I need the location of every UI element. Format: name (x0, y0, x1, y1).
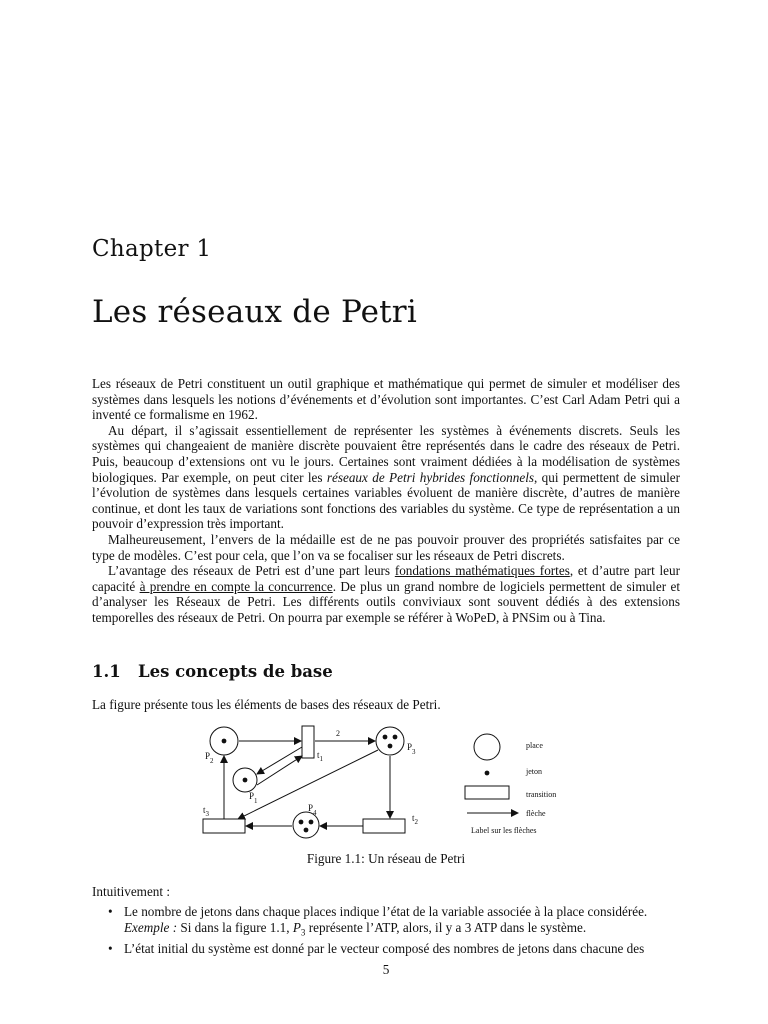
label-t1: $t_1$ (317, 750, 324, 763)
label-t2: $t_2$ (412, 813, 419, 826)
paragraph-3: Malheureusement, l’envers de la médaille est de ne pas pouvoir prouver des propriétés satisfaites par ce type de modèles. C’est pour cela, que l’on va se focaliser sur les réseaux de Petri discrets. (92, 531, 680, 563)
label-p1: $P_1$ (249, 791, 258, 805)
list-item (106, 941, 680, 957)
token (393, 735, 398, 740)
token (304, 828, 309, 833)
paragraph-2-emphasis: réseaux de Petri hybrides fonctionnels (326, 469, 534, 485)
page-number: 5 (382, 962, 390, 977)
legend-place-shape (474, 734, 500, 760)
intuitively-label: Intuitivement : (92, 884, 171, 899)
token (299, 820, 304, 825)
bullet-icon: • (108, 904, 113, 919)
label-p3: $P_3$ (407, 742, 416, 756)
transition-t1 (302, 726, 314, 758)
transition-t3 (203, 819, 245, 833)
figure-caption: Figure 1.1: Un réseau de Petri (306, 851, 466, 866)
example-label: Exemple : (124, 919, 178, 935)
figure-intro: La figure présente tous les éléments de bases des réseaux de Petri. (92, 697, 441, 712)
place-p3 (376, 727, 404, 755)
chapter-title: Les réseaux de Petri (92, 294, 417, 330)
paragraph-4-underline-2: à prendre en compte la concurrence (139, 578, 333, 594)
legend-place-label: place (526, 741, 543, 750)
chapter-label: Chapter 1 (92, 236, 212, 262)
paragraph-1: Les réseaux de Petri constituent un outil graphique et mathématique qui permet de simuler et modéliser des systèmes dans lesquels les notions d’événements et d’évolution sont importantes. C’est Carl Adam Petri qui a inventé ce formalisme en 1962. (92, 376, 680, 423)
legend-transition-label: transition (526, 790, 557, 799)
example-var: P (292, 919, 301, 935)
label-p2: $P_2$ (205, 751, 214, 765)
bullet-1-text: Le nombre de jetons dans chaque places indique l’état de la variable associée à la place considérée. (124, 904, 648, 919)
token (243, 778, 248, 783)
token (383, 735, 388, 740)
bullet-1-example (124, 920, 680, 941)
example-text-a: Si dans la figure 1.1, (177, 919, 293, 935)
example-var-sub: 3 (300, 927, 306, 938)
example-text-b: représente l’ATP, alors, il y a 3 ATP dans le système. (305, 919, 587, 935)
legend-token-shape (485, 771, 490, 776)
bullet-icon: • (108, 940, 113, 956)
legend-transition-shape (465, 786, 509, 799)
bullet-2-text: L’état initial du système est donné par le vecteur composé des nombres de jetons dans chacune des (124, 940, 645, 956)
bullet-list (106, 904, 680, 956)
label-p4: $P_4$ (308, 803, 317, 817)
legend-arrow-label: flèche (526, 809, 546, 818)
paragraph-4-underline-1: fondations mathématiques fortes (394, 563, 570, 579)
paragraph-4-text-b: , et d’autre part leur capacité (92, 563, 680, 594)
body-text (92, 376, 680, 626)
label-t3: $t_3$ (203, 805, 210, 818)
section-heading (92, 662, 333, 681)
paragraph-2-text-b: , qui permettent de simuler l’évolution de systèmes dans lesquels certaines variables évoluent de manière discrète, d’autres de manière continue, et dont les taux de variations sont fonctions des variables du système. Ce type de représentation a un pouvoir d’expression très important. (92, 469, 680, 532)
label-arc-weight: 2 (336, 729, 340, 738)
petri-net-figure (200, 718, 680, 848)
paragraph-4-text-c: . De plus un grand nombre de logiciels permettent de simuler et d’analyser les Réseaux de Petri. Les différents outils conviviaux sont souvent dédiés à des extensions temporelles des réseaux de Petri. On pourra par exemple se référer à WoPeD, à PNSim ou à Tina. (92, 578, 680, 625)
token (309, 820, 314, 825)
legend-token-label: jeton (526, 767, 542, 776)
token (222, 739, 227, 744)
list-item (106, 904, 680, 941)
token (388, 744, 393, 749)
paragraph-2 (92, 423, 680, 532)
section-number: 1.1 (92, 662, 121, 681)
paragraph-4 (92, 563, 680, 625)
paragraph-4-text-a: L’avantage des réseaux de Petri est d’une part leurs (108, 563, 395, 579)
section-title: Les concepts de base (138, 662, 333, 681)
legend-arrow-label-caption: Label sur les flèches (471, 826, 537, 835)
transition-t2 (363, 819, 405, 833)
paragraph-2-text-a: Au départ, il s’agissait essentiellement de représenter les systèmes à événements discrets. Seuls les systèmes qui changeaient de manière discrète pouvaient être représentés dans le cadre des réseaux de Petri. Puis, beaucoup d’extensions ont vu le jours. Certaines sont vraiment dédiées à la modélisation de systèmes biologiques. Par exemple, on peut citer les (92, 422, 680, 485)
